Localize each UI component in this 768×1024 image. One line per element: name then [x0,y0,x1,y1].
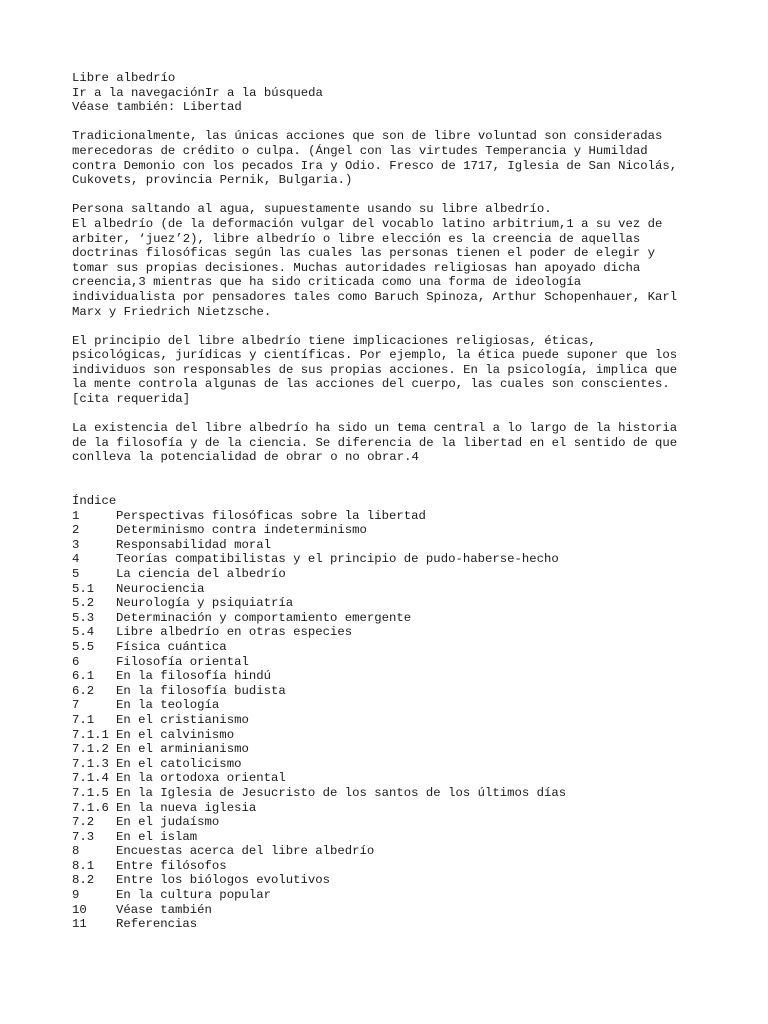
paragraph-definition [72,202,712,319]
toc-item-number: 6.2 [72,683,95,698]
toc-item-title[interactable]: En el islam [116,829,198,844]
toc-item-title[interactable]: Responsabilidad moral [116,537,271,552]
paragraph-line: la mente controla algunas de las acciones del cuerpo, las cuales son conscientes. [72,377,670,392]
toc-item-title[interactable]: Teorías compatibilistas y el principio de pudo-haberse-hecho [116,552,559,567]
paragraph-line: El principio del libre albedrío tiene implicaciones religiosas, éticas, [72,333,596,348]
document-header [72,71,712,115]
see-also-note[interactable]: Véase también: Libertad [72,100,242,115]
toc-item-number: 7 [72,698,80,713]
paragraph-line: [cita requerida] [72,392,191,407]
toc-item-title[interactable]: Entre los biólogos evolutivos [116,873,331,888]
toc-item[interactable] [72,801,712,816]
toc-item-number: 7.1.2 [72,742,109,757]
toc-item-number: 10 [72,902,87,917]
toc-item-title[interactable]: Entre filósofos [116,858,227,873]
paragraph-intro [72,129,712,187]
paragraph-line: creencia,3 mientras que ha sido criticada como una forma de ideología [72,275,582,290]
toc-item[interactable] [72,655,712,670]
toc-item-number: 4 [72,552,80,567]
toc-item-number: 7.2 [72,815,95,830]
paragraph-line: individualista por pensadores tales como Baruch Spinoza, Arthur Schopenhauer, Karl [72,289,678,304]
toc-item-number: 6.1 [72,669,95,684]
toc-item-number: 11 [72,917,87,932]
paragraph-line: contra Demonio con los pecados Ira y Odio. Fresco de 1717, Iglesia de San Nicolás, [72,158,678,173]
toc-item[interactable] [72,888,712,903]
toc-item-title[interactable]: En la cultura popular [116,888,271,903]
paragraph-line: Cukovets, provincia Pernik, Bulgaria.) [72,173,353,188]
toc-item-title[interactable]: En la filosofía hindú [116,669,271,684]
toc-item-number: 7.1 [72,712,95,727]
navigation-links[interactable]: Ir a la navegaciónIr a la búsqueda [72,85,323,100]
toc-item[interactable] [72,713,712,728]
toc-item-title[interactable]: En el judaísmo [116,815,220,830]
toc-item[interactable] [72,625,712,640]
paragraph-line: conlleva la potencialidad de obrar o no obrar.4 [72,450,419,465]
toc-item-title[interactable]: En el catolicismo [116,756,242,771]
toc-item[interactable] [72,903,712,918]
document-page [72,71,712,932]
paragraph-line: individuos son responsables de sus propias acciones. En la psicología, implica que [72,362,678,377]
paragraph-line: de la filosofía y de la ciencia. Se diferencia de la libertad en el sentido de que [72,435,678,450]
toc-item[interactable] [72,640,712,655]
toc-item-title[interactable]: Libre albedrío en otras especies [116,625,353,640]
toc-item-title[interactable]: En el arminianismo [116,742,249,757]
toc-item-number: 3 [72,537,80,552]
toc-item[interactable] [72,538,712,553]
toc-item-title[interactable]: Perspectivas filosóficas sobre la libertad [116,508,426,523]
toc-item[interactable] [72,582,712,597]
toc-item[interactable] [72,873,712,888]
toc-item-title[interactable]: Neurología y psiquiatría [116,596,294,611]
toc-item[interactable] [72,771,712,786]
toc-item-title[interactable]: Filosofía oriental [116,654,249,669]
toc-item[interactable] [72,859,712,874]
toc-item-title[interactable]: En el calvinismo [116,727,235,742]
toc-item-number: 1 [72,508,80,523]
toc-item-number: 7.1.6 [72,800,109,815]
toc-item-number: 2 [72,523,80,538]
paragraph-line: tomar sus propias decisiones. Muchas autoridades religiosas han apoyado dicha [72,260,641,275]
toc-item[interactable] [72,917,712,932]
toc-item[interactable] [72,698,712,713]
paragraph-line: doctrinas filosóficas según las cuales las personas tienen el poder de elegir y [72,246,655,261]
toc-item[interactable] [72,552,712,567]
paragraph-existence [72,421,712,465]
toc-item-number: 5.4 [72,625,95,640]
toc-item-title[interactable]: Referencias [116,917,198,932]
toc-item[interactable] [72,728,712,743]
toc-item-number: 8.2 [72,873,95,888]
toc-item[interactable] [72,684,712,699]
toc-item-number: 5.2 [72,596,95,611]
toc-item-number: 9 [72,888,80,903]
toc-list [72,509,712,932]
toc-item[interactable] [72,567,712,582]
toc-item-title[interactable]: En la ortodoxa oriental [116,771,286,786]
toc-heading: Índice [72,494,117,509]
toc-item-number: 5.1 [72,581,95,596]
toc-item-number: 7.1.3 [72,756,109,771]
toc-item-number: 7.1.4 [72,771,109,786]
toc-item-number: 6 [72,654,80,669]
toc-item-title[interactable]: La ciencia del albedrío [116,567,286,581]
toc-item-number: 7.1.1 [72,727,109,742]
toc-item[interactable] [72,596,712,611]
paragraph-line: merecedoras de crédito o culpa. (Ángel con las virtudes Temperancia y Humildad [72,143,648,158]
toc-item-number: 7.3 [72,829,95,844]
paragraph-line: La existencia del libre albedrío ha sido un tema central a lo largo de la historia [72,421,678,436]
paragraph-line: El albedrío (de la deformación vulgar del vocablo latino arbitrium,1 a su vez de [72,216,663,231]
toc-item-title[interactable]: En la filosofía budista [116,683,286,698]
toc-item-number: 5 [72,567,80,581]
paragraph-line: Tradicionalmente, las únicas acciones que son de libre voluntad son consideradas [72,129,663,144]
toc-item-title[interactable]: Véase también [116,902,212,917]
toc-item-title[interactable]: Determinación y comportamiento emergente [116,610,412,625]
toc-item-title[interactable]: En la teología [116,698,220,713]
table-of-contents [72,494,712,932]
toc-item-title[interactable]: Neurociencia [116,581,205,596]
toc-item-title[interactable]: En la nueva iglesia [116,800,257,815]
toc-item[interactable] [72,523,712,538]
paragraph-implications [72,334,712,407]
toc-item-title[interactable]: Encuestas acerca del libre albedrío [116,844,375,859]
toc-item[interactable] [72,844,712,859]
toc-item-title[interactable]: En el cristianismo [116,712,249,727]
toc-item[interactable] [72,830,712,845]
toc-item-number: 5.5 [72,639,95,654]
toc-item[interactable] [72,757,712,772]
toc-item-number: 8 [72,844,80,859]
toc-item-title[interactable]: Determinismo contra indeterminismo [116,523,367,538]
toc-item[interactable] [72,669,712,684]
toc-item[interactable] [72,611,712,626]
paragraph-line: Persona saltando al agua, supuestamente usando su libre albedrío. [72,202,552,217]
toc-item-number: 5.3 [72,610,95,625]
toc-item[interactable] [72,815,712,830]
paragraph-line: psicológicas, jurídicas y científicas. Por ejemplo, la ética puede suponer que los [72,348,678,363]
toc-item-number: 8.1 [72,858,95,873]
toc-item-title[interactable]: En la Iglesia de Jesucristo de los santos de los últimos días [116,785,567,800]
toc-item-number: 7.1.5 [72,785,109,800]
toc-item[interactable] [72,786,712,801]
toc-item[interactable] [72,742,712,757]
paragraph-line: arbiter, ‘juez’2), libre albedrío o libre elección es la creencia de aquellas [72,231,641,246]
toc-item[interactable] [72,509,712,524]
paragraph-line: Marx y Friedrich Nietzsche. [72,304,272,319]
toc-item-title[interactable]: Física cuántica [116,639,227,654]
article-title: Libre albedrío [72,71,176,85]
